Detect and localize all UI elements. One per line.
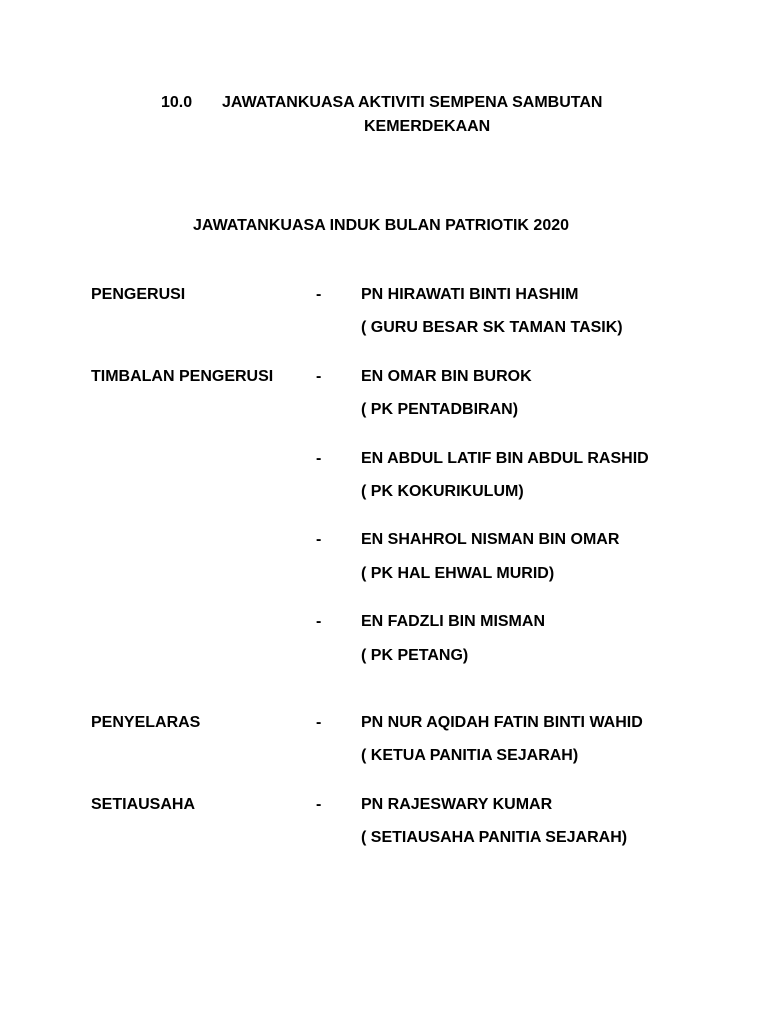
member-name: PN RAJESWARY KUMAR bbox=[361, 796, 553, 813]
committee-subtitle: JAWATANKUASA INDUK BULAN PATRIOTIK 2020 bbox=[193, 217, 570, 234]
member-name: EN ABDUL LATIF BIN ABDUL RASHID bbox=[361, 450, 649, 467]
role-secretary: SETIAUSAHA bbox=[91, 796, 196, 813]
separator-dash: - bbox=[316, 796, 322, 813]
separator-dash: - bbox=[316, 286, 322, 303]
member-position: ( GURU BESAR SK TAMAN TASIK) bbox=[361, 319, 623, 336]
member-position: ( PK HAL EHWAL MURID) bbox=[361, 565, 555, 582]
member-position: ( KETUA PANITIA SEJARAH) bbox=[361, 747, 579, 764]
member-position: ( PK KOKURIKULUM) bbox=[361, 483, 524, 500]
member-name: PN HIRAWATI BINTI HASHIM bbox=[361, 286, 579, 303]
member-name: EN FADZLI BIN MISMAN bbox=[361, 613, 545, 630]
member-name: EN OMAR BIN BUROK bbox=[361, 368, 532, 385]
section-title-continued: KEMERDEKAAN bbox=[364, 118, 491, 135]
separator-dash: - bbox=[316, 714, 322, 731]
member-name: PN NUR AQIDAH FATIN BINTI WAHID bbox=[361, 714, 643, 731]
role-chairman: PENGERUSI bbox=[91, 286, 186, 303]
separator-dash: - bbox=[316, 613, 322, 630]
role-deputy-chairman: TIMBALAN PENGERUSI bbox=[91, 368, 274, 385]
member-position: ( PK PENTADBIRAN) bbox=[361, 401, 519, 418]
member-position: ( SETIAUSAHA PANITIA SEJARAH) bbox=[361, 829, 628, 846]
member-position: ( PK PETANG) bbox=[361, 647, 469, 664]
section-title: JAWATANKUASA AKTIVITI SEMPENA SAMBUTAN bbox=[222, 94, 603, 111]
separator-dash: - bbox=[316, 368, 322, 385]
separator-dash: - bbox=[316, 531, 322, 548]
role-coordinator: PENYELARAS bbox=[91, 714, 201, 731]
section-number: 10.0 bbox=[161, 94, 193, 111]
member-name: EN SHAHROL NISMAN BIN OMAR bbox=[361, 531, 620, 548]
separator-dash: - bbox=[316, 450, 322, 467]
